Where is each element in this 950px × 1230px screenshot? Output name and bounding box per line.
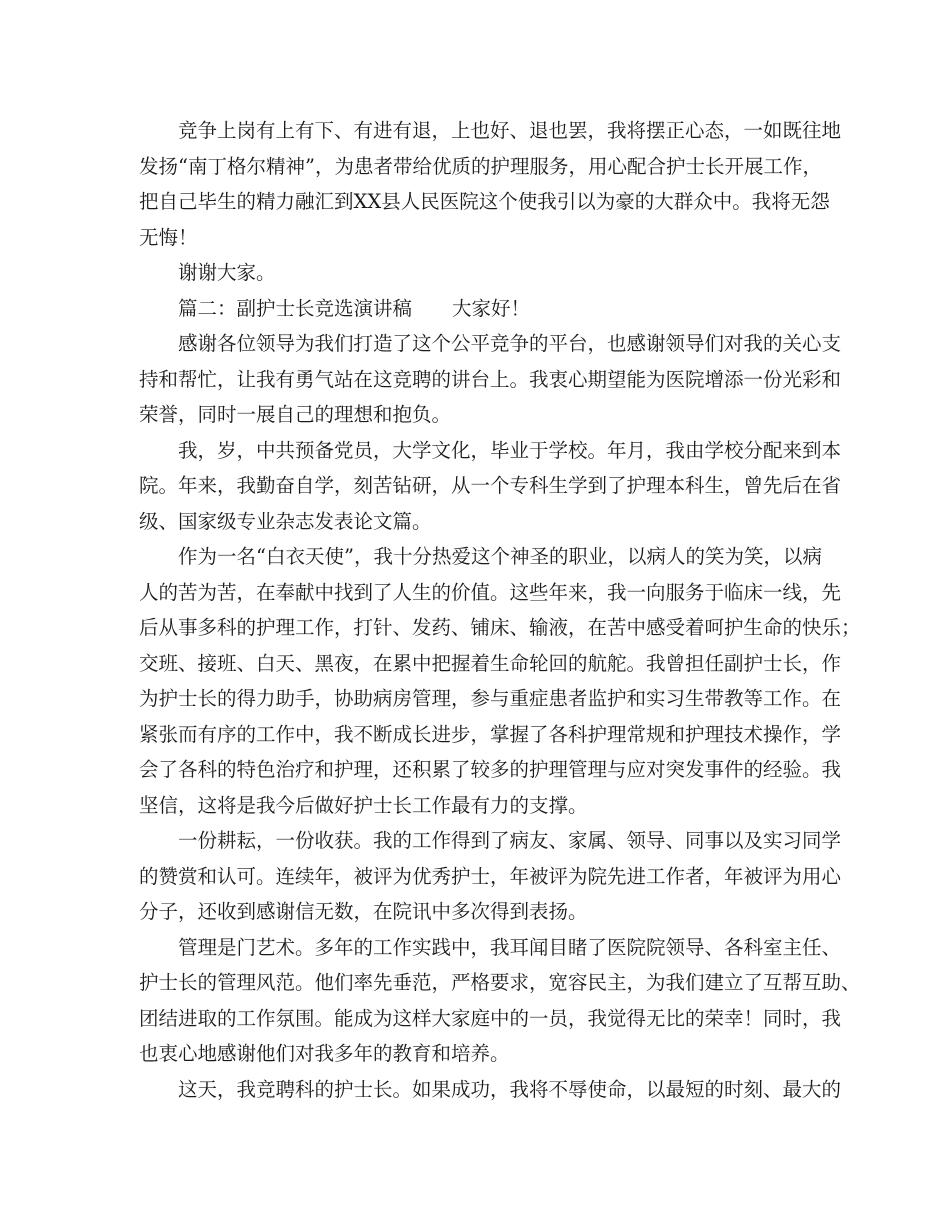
text-line: 持和帮忙，让我有勇气站在这竞聘的讲台上。我衷心期望能为医院增添一份光彩和 bbox=[139, 367, 842, 391]
paragraph-5 bbox=[139, 433, 842, 540]
text-line: 院。年来，我勤奋自学，刻苦钻研，从一个专科生学到了护理本科生，曾先后在省 bbox=[139, 474, 842, 497]
document-body bbox=[139, 113, 861, 1107]
text-line: 一份耕耘，一份收获。我的工作得到了病友、家属、领导、同事以及实习同学 bbox=[178, 829, 842, 852]
paragraph-7 bbox=[139, 823, 842, 930]
text-line: 管理是门艺术。多年的工作实践中，我耳闻目睹了医院院领导、各科室主任、 bbox=[178, 935, 842, 959]
paragraph-8 bbox=[139, 930, 861, 1072]
text-line: 我，岁，中共预备党员，大学文化，毕业于学校。年月，我由学校分配来到本 bbox=[178, 438, 842, 462]
text-line: 这天，我竞聘科的护士长。如果成功，我将不辱使命，以最短的时刻、最大的 bbox=[178, 1077, 842, 1101]
section-title: 篇二：副护士长竞选演讲稿 bbox=[178, 296, 413, 320]
text-line: 发扬“南丁格尔精神”，为患者带给优质的护理服务，用心配合护士长开展工作， bbox=[139, 154, 822, 178]
text-line: 把自己毕生的精力融汇到XX县人民医院这个使我引以为豪的大群众中。我将无怨 bbox=[139, 190, 830, 213]
text-line: 会了各科的特色治疗和护理，还积累了较多的护理管理与应对突发事件的经验。我 bbox=[139, 758, 842, 781]
paragraph-9 bbox=[139, 1072, 842, 1108]
paragraph-2 bbox=[139, 255, 819, 291]
text-line: 坚信，这将是我今后做好护士长工作最有力的支撑。 bbox=[139, 793, 588, 817]
paragraph-4 bbox=[139, 326, 842, 433]
greeting-text: 大家好！ bbox=[452, 296, 531, 320]
text-line: 级、国家级专业杂志发表论文篇。 bbox=[139, 509, 432, 533]
text-line: 护士长的管理风范。他们率先垂范，严格要求，宽容民主，为我们建立了互帮互助、 bbox=[139, 971, 861, 994]
paragraph-6 bbox=[139, 539, 861, 823]
text-line: 作为一名“白衣天使”，我十分热爱这个神圣的职业，以病人的笑为笑，以病 bbox=[178, 545, 822, 568]
heading-line bbox=[139, 291, 819, 327]
text-line: 荣誉，同时一展自己的理想和抱负。 bbox=[139, 403, 452, 426]
text-line: 竞争上岗有上有下、有进有退，上也好、退也罢，我将摆正心态，一如既往地 bbox=[178, 119, 842, 142]
section-heading bbox=[139, 291, 819, 327]
text-line: 也衷心地感谢他们对我多年的教育和培养。 bbox=[139, 1042, 510, 1065]
text-line: 无悔！ bbox=[139, 225, 198, 249]
text-line: 的赞赏和认可。连续年，被评为优秀护士，年被评为院先进工作者，年被评为用心 bbox=[139, 864, 842, 888]
text-line: 感谢各位领导为我们打造了这个公平竞争的平台，也感谢领导们对我的关心支 bbox=[178, 332, 842, 355]
text-line: 为护士长的得力助手，协助病房管理，参与重症患者监护和实习生带教等工作。在 bbox=[139, 687, 842, 710]
text-line: 团结进取的工作氛围。能成为这样大家庭中的一员，我觉得无比的荣幸！同时，我 bbox=[139, 1006, 842, 1030]
paragraph-1 bbox=[139, 113, 842, 255]
text-line: 分子，还收到感谢信无数，在院讯中多次得到表扬。 bbox=[139, 900, 588, 923]
text-line: 谢谢大家。 bbox=[178, 261, 276, 284]
text-line: 后从事多科的护理工作，打针、发药、铺床、输液，在苦中感受着呵护生命的快乐； bbox=[139, 616, 861, 639]
text-line: 交班、接班、白天、黑夜，在累中把握着生命轮回的航舵。我曾担任副护士长，作 bbox=[139, 651, 842, 675]
text-line: 紧张而有序的工作中，我不断成长进步，掌握了各科护理常规和护理技术操作，学 bbox=[139, 722, 842, 746]
text-line: 人的苦为苦，在奉献中找到了人生的价值。这些年来，我一向服务于临床一线，先 bbox=[139, 580, 842, 604]
